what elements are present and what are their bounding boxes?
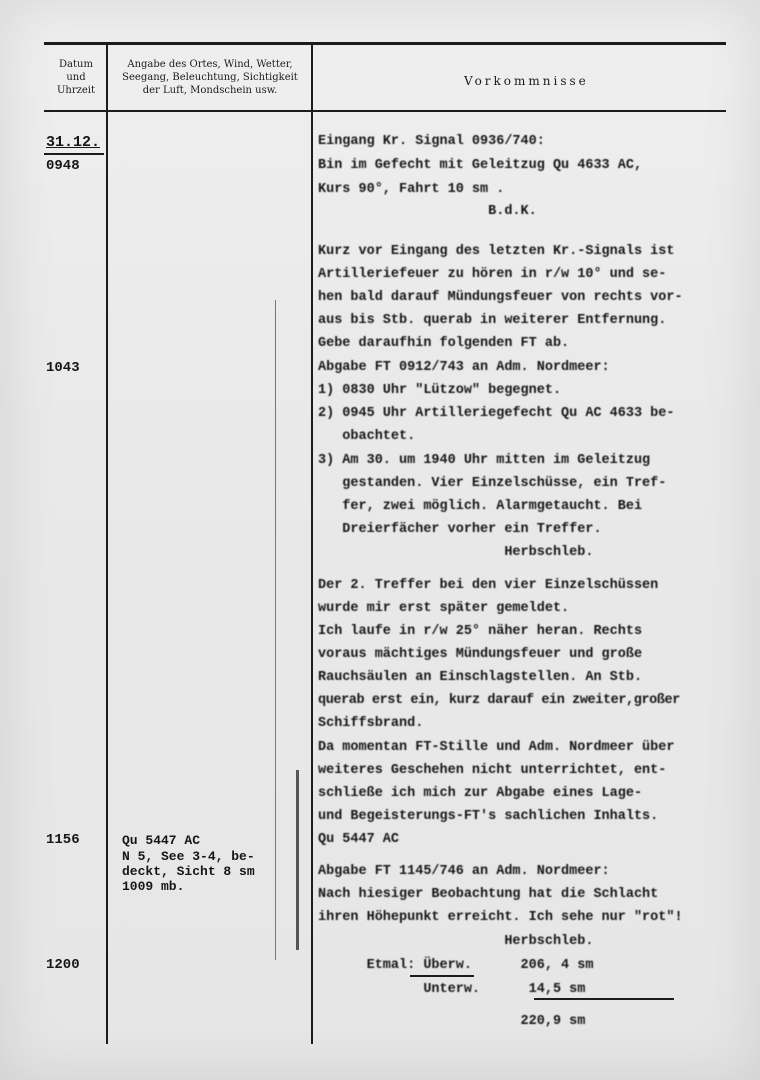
- entry-line: Artilleriefeuer zu hören in r/w 10° und se-: [318, 267, 667, 282]
- header-datum-line: und: [66, 72, 86, 83]
- stray-line: [275, 300, 276, 960]
- header-location-line: Seegang, Beleuchtung, Sichtigkeit: [122, 72, 298, 83]
- location-position: Qu 5447 AC: [122, 833, 201, 848]
- entry-line: Herbschleb.: [318, 934, 594, 949]
- column-divider-1: [106, 44, 108, 1044]
- header-datum-line: Datum: [59, 59, 93, 70]
- location-weather: N 5, See 3-4, be-: [122, 849, 255, 864]
- entry-line: wurde mir erst später gemeldet.: [318, 601, 570, 616]
- header-location-line: der Luft, Mondschein usw.: [142, 85, 278, 96]
- entry-line: gestanden. Vier Einzelschüsse, ein Tref-: [318, 476, 667, 491]
- date-underline: [44, 153, 104, 155]
- entry-line: weiteres Geschehen nicht unterrichtet, ent-: [318, 763, 667, 778]
- entry-line: 220,9 sm: [318, 1014, 586, 1029]
- entry-line: Qu 5447 AC: [318, 832, 400, 847]
- entry-time: 0948: [46, 158, 80, 174]
- entry-line: aus bis Stb. querab in weiterer Entfernung.: [318, 313, 667, 328]
- entry-line: Da momentan FT-Stille und Adm. Nordmeer über: [318, 740, 675, 755]
- header-location-line: Angabe des Ortes, Wind, Wetter,: [127, 59, 293, 70]
- entry-line: obachtet.: [318, 429, 416, 444]
- entry-line: Gebe daraufhin folgenden FT ab.: [318, 336, 570, 351]
- entry-line: voraus mächtiges Mündungsfeuer und große: [318, 647, 643, 662]
- entry-line: hen bald darauf Mündungsfeuer von rechts vor-: [318, 290, 683, 305]
- entry-time: 1043: [46, 360, 80, 376]
- header-datum-line: Uhrzeit: [56, 85, 96, 96]
- entry-line: Herbschleb.: [318, 545, 594, 560]
- entry-line: Etmal: Überw. 206, 4 sm: [318, 958, 594, 973]
- entry-line: Schiffsbrand.: [318, 716, 424, 731]
- entry-line: 3) Am 30. um 1940 Uhr mitten im Geleitzug: [318, 453, 651, 468]
- entry-line: Bin im Gefecht mit Geleitzug Qu 4633 AC,: [318, 158, 643, 173]
- entry-line: Kurs 90°, Fahrt 10 sm .: [318, 182, 505, 197]
- etmal-underline: [410, 975, 474, 977]
- header-vorkommnisse: Vorkommnisse: [464, 74, 589, 88]
- top-rule: [44, 42, 726, 45]
- entry-line: ihren Höhepunkt erreicht. Ich sehe nur "rot"!: [318, 910, 683, 925]
- entry-line: Eingang Kr. Signal 0936/740:: [318, 134, 545, 149]
- header-datum: [48, 58, 104, 97]
- entry-line: Unterw. 14,5 sm: [318, 982, 586, 997]
- entry-time: 1200: [46, 957, 80, 973]
- entry-line: 2) 0945 Uhr Artilleriegefecht Qu AC 4633 be-: [318, 406, 675, 421]
- entry-date: 31.12.: [46, 134, 101, 151]
- entry-line: Ich laufe in r/w 25° näher heran. Rechts: [318, 624, 643, 639]
- location-weather: deckt, Sicht 8 sm: [122, 864, 255, 879]
- location-pressure: 1009 mb.: [122, 879, 185, 894]
- entry-line: schließe ich mich zur Abgabe eines Lage-: [318, 786, 643, 801]
- header-rule: [44, 110, 726, 112]
- entry-line: querab erst ein, kurz darauf ein zweiter,großer: [318, 693, 680, 708]
- entry-line: Kurz vor Eingang des letzten Kr.-Signals ist: [318, 244, 675, 259]
- entry-line: und Begeisterungs-FT's sachlichen Inhalts.: [318, 809, 659, 824]
- stray-line-2: [296, 770, 299, 950]
- entry-line: Nach hiesiger Beobachtung hat die Schlacht: [318, 887, 659, 902]
- entry-time: 1156: [46, 832, 80, 848]
- entry-line: Dreierfächer vorher ein Treffer.: [318, 522, 602, 537]
- entry-line: Der 2. Treffer bei den vier Einzelschüssen: [318, 578, 659, 593]
- entry-line: Abgabe FT 1145/746 an Adm. Nordmeer:: [318, 864, 610, 879]
- header-location: [110, 58, 310, 97]
- entry-line: fer, zwei möglich. Alarmgetaucht. Bei: [318, 499, 643, 514]
- column-divider-2: [311, 44, 313, 1044]
- entry-line: Rauchsäulen an Einschlagstellen. An Stb.: [318, 670, 643, 685]
- entry-line: Abgabe FT 0912/743 an Adm. Nordmeer:: [318, 360, 610, 375]
- subtotal-underline: [534, 998, 674, 1000]
- entry-line: B.d.K.: [318, 204, 537, 219]
- entry-line: 1) 0830 Uhr "Lützow" begegnet.: [318, 383, 562, 398]
